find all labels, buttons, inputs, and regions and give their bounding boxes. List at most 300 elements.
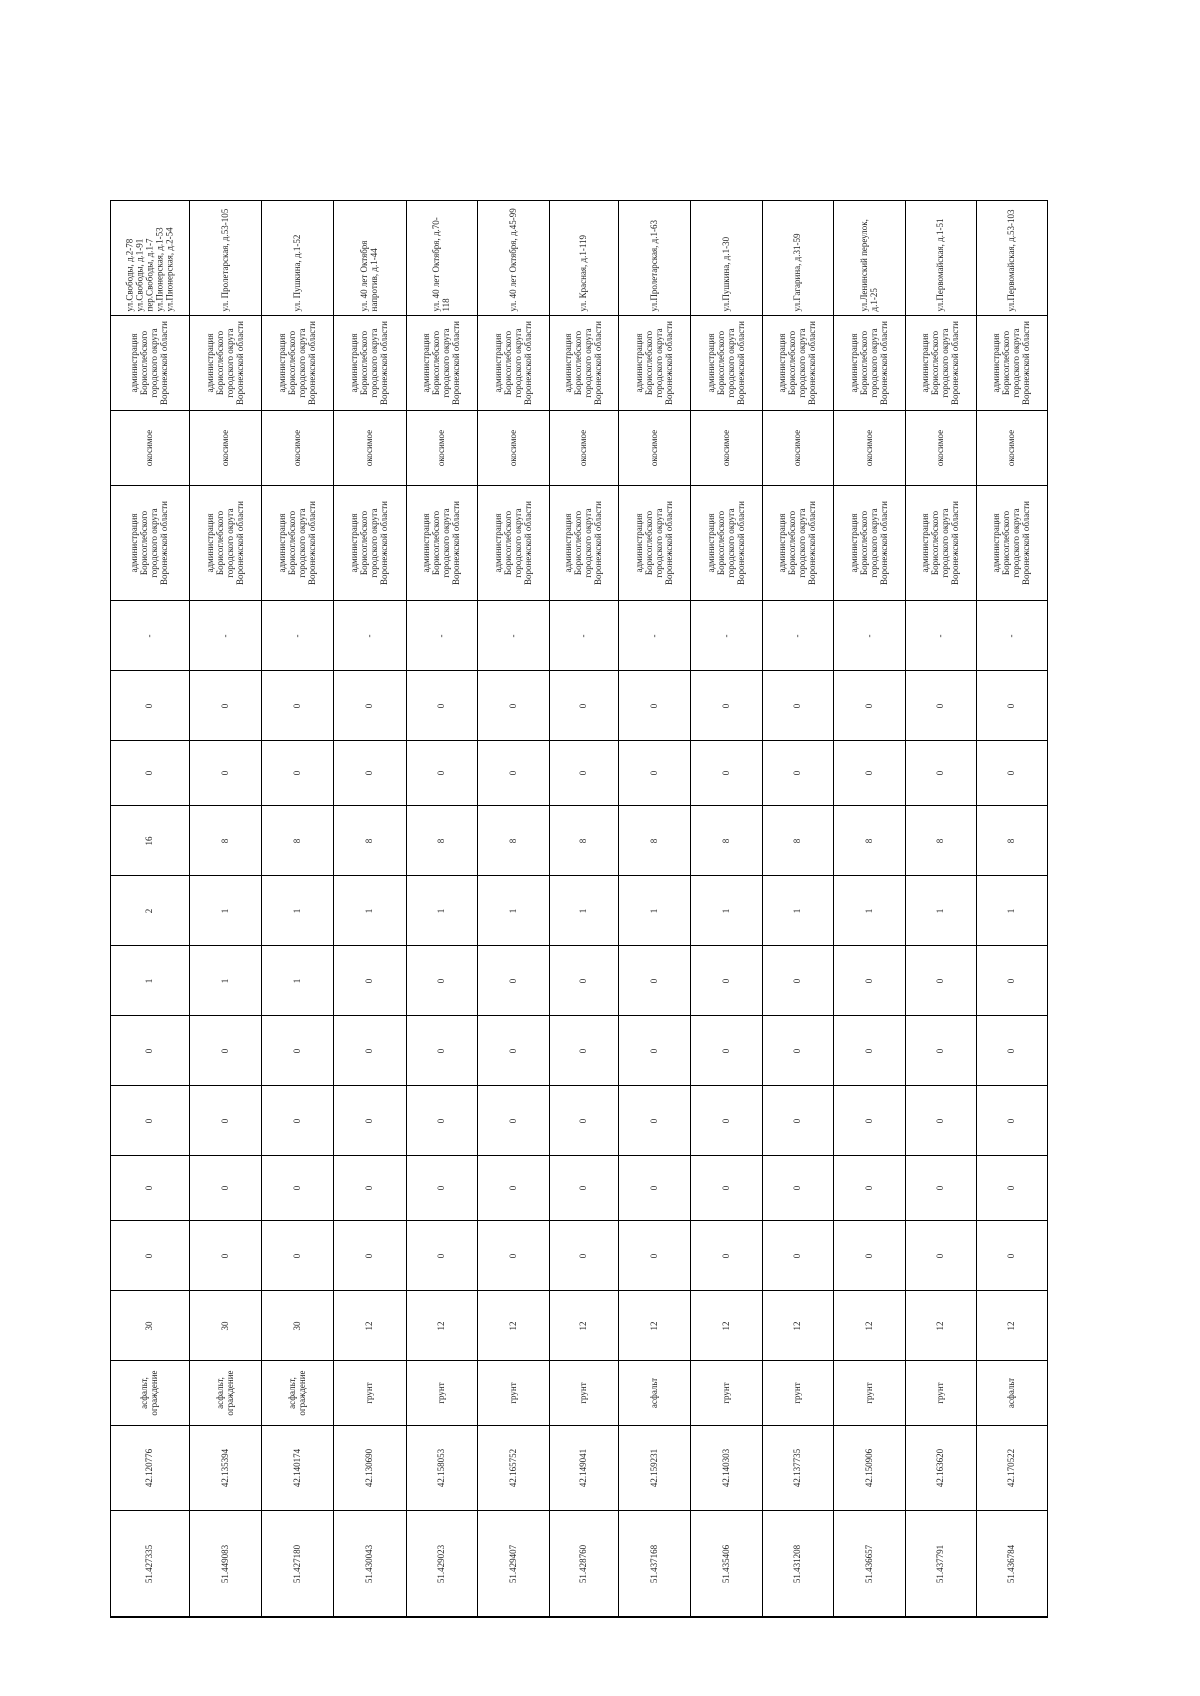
table-cell-v4 <box>478 1086 550 1156</box>
y-text: 42.158053 <box>436 1448 447 1488</box>
v8-text: 8 <box>578 838 589 843</box>
table-cell-v4 <box>262 1086 334 1156</box>
table-cell-type <box>407 411 478 486</box>
y-text: 42.135394 <box>219 1448 230 1488</box>
table-cell-type <box>834 411 906 486</box>
table-cell-user <box>906 316 977 411</box>
table-cell-owner <box>763 486 834 601</box>
streets-text: ул. 40 лет Октября напротив, д.1-44 <box>359 240 379 312</box>
table-cell-v6 <box>334 946 407 1016</box>
table-cell-user <box>478 316 550 411</box>
owner-text: администрация Борисоглебского городского округа Воронежской области <box>705 501 746 585</box>
v11-text: - <box>507 634 518 637</box>
table-cell-streets <box>906 201 977 316</box>
v8-text: 8 <box>1006 838 1017 843</box>
streets-text: ул. 40 лет Октября, д.70-118 <box>431 217 451 312</box>
streets-text: ул.Гагарина, д.31-59 <box>792 233 803 312</box>
table-cell-v2 <box>190 1221 262 1291</box>
table-cell-v3 <box>906 1156 977 1221</box>
table-cell-y <box>906 1426 977 1511</box>
table-cell-v9 <box>190 741 262 806</box>
v7-text: 1 <box>291 908 302 913</box>
table-cell-v6 <box>977 946 1047 1016</box>
table-cell-x <box>262 1511 334 1617</box>
type-text: окосимое <box>436 429 447 467</box>
table-cell-v4 <box>763 1086 834 1156</box>
user-text: администрация Борисоглебского городского округа Воронежской области <box>777 321 817 405</box>
type-text: окосимое <box>792 429 803 467</box>
table-cell-y <box>407 1426 478 1511</box>
v11-text: - <box>1006 634 1017 637</box>
v8-text: 8 <box>935 838 946 843</box>
streets-text: ул.Первомайская, д.53-103 <box>1006 209 1017 312</box>
user-text: администрация Борисоглебского городского округа Воронежской области <box>129 321 169 405</box>
table-cell-streets <box>977 201 1047 316</box>
table-cell-user <box>763 316 834 411</box>
table-cell-v9 <box>763 741 834 806</box>
table-cell-x <box>111 1511 190 1617</box>
v10-text: 0 <box>648 703 659 708</box>
table-cell-y <box>763 1426 834 1511</box>
table-cell-v6 <box>763 946 834 1016</box>
v7-text: 1 <box>935 908 946 913</box>
v3-text: 0 <box>648 1185 659 1191</box>
streets-text: ул.Первомайская, д.1-51 <box>935 218 946 312</box>
table-cell-v10 <box>691 671 763 741</box>
table-cell-streets <box>334 201 407 316</box>
cover-text: асфальт <box>1006 1377 1017 1409</box>
table-cell-v4 <box>190 1086 262 1156</box>
v2-text: 0 <box>1006 1253 1017 1258</box>
table-cell-streets <box>834 201 906 316</box>
owner-text: администрация Борисоглебского городского округа Воронежской области <box>349 501 389 585</box>
table-cell-v4 <box>334 1086 407 1156</box>
type-text: окосимое <box>935 429 946 467</box>
v7-text: 1 <box>507 908 518 913</box>
table-cell-v7 <box>478 876 550 946</box>
v9-text: 0 <box>720 770 731 776</box>
table-cell-x <box>977 1511 1047 1617</box>
v5-text: 0 <box>436 1048 447 1053</box>
table-cell-v4 <box>619 1086 691 1156</box>
table-cell-v10 <box>262 671 334 741</box>
table-cell-user <box>262 316 334 411</box>
table-cell-v7 <box>834 876 906 946</box>
cover-text: грунт <box>792 1382 803 1404</box>
table-cell-v3 <box>763 1156 834 1221</box>
table-cell-x <box>478 1511 550 1617</box>
streets-text: ул. 40 лет Октября, д.45-99 <box>507 208 518 312</box>
table-cell-v5 <box>691 1016 763 1086</box>
table-cell-owner <box>977 486 1047 601</box>
table-cell-v2 <box>763 1221 834 1291</box>
v6-text: 0 <box>507 978 518 983</box>
table-cell-v9 <box>478 741 550 806</box>
x-text: 51.429407 <box>507 1544 518 1583</box>
table-cell-v3 <box>334 1156 407 1221</box>
table-cell-owner <box>407 486 478 601</box>
table-cell-x <box>550 1511 619 1617</box>
table-cell-v7 <box>691 876 763 946</box>
v1-text: 30 <box>291 1321 302 1330</box>
v9-text: 0 <box>144 770 155 776</box>
v7-text: 1 <box>364 908 375 913</box>
v9-text: 0 <box>436 770 447 776</box>
table-cell-v10 <box>619 671 691 741</box>
v2-text: 0 <box>436 1253 447 1258</box>
table-cell-v1 <box>763 1291 834 1361</box>
v4-text: 0 <box>1006 1118 1017 1123</box>
table-cell-v5 <box>834 1016 906 1086</box>
table-cell-v6 <box>906 946 977 1016</box>
x-text: 51.436657 <box>863 1544 874 1583</box>
table-cell-user <box>334 316 407 411</box>
table-cell-x <box>190 1511 262 1617</box>
table-cell-v2 <box>334 1221 407 1291</box>
table-cell-v9 <box>977 741 1047 806</box>
table-cell-type <box>906 411 977 486</box>
v8-text: 8 <box>720 838 731 843</box>
table-cell-v4 <box>906 1086 977 1156</box>
owner-text: администрация Борисоглебского городского округа Воронежской области <box>777 501 817 585</box>
v6-text: 1 <box>291 978 302 983</box>
owner-text: администрация Борисоглебского городского округа Воронежской области <box>421 501 461 585</box>
cover-text: асфальт, ограждение <box>286 1370 307 1416</box>
table-cell-v8 <box>619 806 691 876</box>
v5-text: 0 <box>863 1048 874 1053</box>
cover-text: грунт <box>578 1382 589 1404</box>
type-text: окосимое <box>578 429 589 467</box>
table-cell-v4 <box>834 1086 906 1156</box>
table-cell-v5 <box>111 1016 190 1086</box>
table-cell-v11 <box>111 601 190 671</box>
v4-text: 0 <box>507 1118 518 1123</box>
cover-text: грунт <box>720 1382 731 1404</box>
cover-text: грунт <box>935 1382 946 1404</box>
v2-text: 0 <box>144 1253 155 1258</box>
table-cell-v9 <box>834 741 906 806</box>
v7-text: 2 <box>144 908 155 913</box>
table-cell-v10 <box>190 671 262 741</box>
table-cell-owner <box>478 486 550 601</box>
y-text: 42.170522 <box>1006 1448 1017 1488</box>
v8-text: 8 <box>291 838 302 843</box>
table-cell-v1 <box>691 1291 763 1361</box>
table-cell-v3 <box>550 1156 619 1221</box>
table-cell-v9 <box>550 741 619 806</box>
v5-text: 0 <box>1006 1048 1017 1053</box>
table-cell-owner <box>190 486 262 601</box>
table-cell-owner <box>550 486 619 601</box>
table-cell-v8 <box>763 806 834 876</box>
table-cell-y <box>691 1426 763 1511</box>
table-cell-user <box>550 316 619 411</box>
v1-text: 12 <box>578 1321 589 1330</box>
v4-text: 0 <box>364 1118 375 1123</box>
v8-text: 8 <box>436 838 447 843</box>
owner-text: администрация Борисоглебского городского округа Воронежской области <box>991 501 1031 585</box>
v9-text: 0 <box>578 770 589 776</box>
table-cell-streets <box>111 201 190 316</box>
table-cell-v10 <box>478 671 550 741</box>
table-cell-v7 <box>111 876 190 946</box>
v9-text: 0 <box>364 770 375 776</box>
v3-text: 0 <box>144 1185 155 1191</box>
v7-text: 1 <box>436 908 447 913</box>
v9-text: 0 <box>291 770 302 776</box>
v2-text: 0 <box>291 1253 302 1258</box>
v3-text: 0 <box>720 1185 731 1191</box>
table-cell-user <box>111 316 190 411</box>
v9-text: 0 <box>863 770 874 776</box>
table-cell-streets <box>691 201 763 316</box>
table-cell-x <box>906 1511 977 1617</box>
v9-text: 0 <box>935 770 946 776</box>
table-cell-v6 <box>834 946 906 1016</box>
v3-text: 0 <box>792 1185 803 1191</box>
table-cell-v3 <box>111 1156 190 1221</box>
v7-text: 1 <box>863 908 874 913</box>
user-text: администрация Борисоглебского городского округа Воронежской области <box>421 321 461 405</box>
table-cell-v9 <box>111 741 190 806</box>
v6-text: 0 <box>648 978 659 983</box>
table-cell-streets <box>763 201 834 316</box>
table-cell-x <box>691 1511 763 1617</box>
table-cell-v10 <box>407 671 478 741</box>
streets-text: ул. Пролетарская, д.53-105 <box>219 208 230 312</box>
cover-text: асфальт, ограждение <box>139 1370 159 1416</box>
v3-text: 0 <box>507 1185 518 1191</box>
v5-text: 0 <box>364 1048 375 1053</box>
table-cell-v1 <box>977 1291 1047 1361</box>
v2-text: 0 <box>792 1253 803 1258</box>
table-cell-v11 <box>262 601 334 671</box>
table-cell-type <box>262 411 334 486</box>
owner-text: администрация Борисоглебского городского округа Воронежской области <box>920 501 960 585</box>
y-text: 42.159231 <box>648 1448 659 1488</box>
table-cell-v9 <box>334 741 407 806</box>
table-cell-v9 <box>691 741 763 806</box>
v2-text: 0 <box>219 1253 230 1258</box>
v5-text: 0 <box>291 1048 302 1053</box>
table-cell-v10 <box>111 671 190 741</box>
table-cell-owner <box>334 486 407 601</box>
table-cell-v8 <box>478 806 550 876</box>
table-cell-v2 <box>691 1221 763 1291</box>
table-cell-v8 <box>334 806 407 876</box>
v8-text: 8 <box>219 838 230 843</box>
v6-text: 0 <box>792 978 803 983</box>
v10-text: 0 <box>578 703 589 708</box>
v8-text: 8 <box>863 838 874 843</box>
table-cell-type <box>763 411 834 486</box>
v11-text: - <box>648 634 659 637</box>
x-text: 51.436784 <box>1006 1544 1017 1583</box>
v11-text: - <box>436 634 447 637</box>
table-cell-v8 <box>111 806 190 876</box>
table-cell-v5 <box>478 1016 550 1086</box>
streets-text: ул.Пролетарская, д.1-63 <box>648 220 659 312</box>
table-cell-v11 <box>834 601 906 671</box>
v6-text: 0 <box>364 978 375 983</box>
table-cell-v9 <box>262 741 334 806</box>
v11-text: - <box>792 634 803 637</box>
cover-text: асфальт <box>648 1377 659 1409</box>
table-cell-owner <box>834 486 906 601</box>
streets-text: ул.Ленинский переулок, д.1-25 <box>858 219 879 312</box>
type-text: окосимое <box>291 429 302 467</box>
streets-text: ул.Свободы, д.2-78 ул.Свободы, д.1-91 пер.Свободы, д.1-7 ул.Пионерская, д.1-53 ул.Пионерская, д.2-54 <box>124 227 174 312</box>
v4-text: 0 <box>291 1118 302 1123</box>
v4-text: 0 <box>578 1118 589 1123</box>
table-cell-user <box>190 316 262 411</box>
v4-text: 0 <box>720 1118 731 1123</box>
table-cell-cover <box>834 1361 906 1426</box>
table-cell-y <box>262 1426 334 1511</box>
v10-text: 0 <box>1006 703 1017 708</box>
table-cell-v6 <box>262 946 334 1016</box>
table-cell-owner <box>691 486 763 601</box>
table-cell-v11 <box>550 601 619 671</box>
table-cell-v3 <box>619 1156 691 1221</box>
v6-text: 0 <box>935 978 946 983</box>
v4-text: 0 <box>863 1118 874 1123</box>
table-cell-v8 <box>407 806 478 876</box>
table-cell-y <box>334 1426 407 1511</box>
type-text: окосимое <box>507 429 518 467</box>
x-text: 51.435406 <box>720 1544 731 1583</box>
v11-text: - <box>720 634 731 637</box>
table-cell-x <box>763 1511 834 1617</box>
table-cell-v3 <box>190 1156 262 1221</box>
table-cell-v8 <box>691 806 763 876</box>
v7-text: 1 <box>648 908 659 913</box>
v11-text: - <box>863 634 874 637</box>
v10-text: 0 <box>219 703 230 708</box>
table-cell-v7 <box>763 876 834 946</box>
table-cell-cover <box>763 1361 834 1426</box>
v9-text: 0 <box>1006 770 1017 776</box>
table-cell-streets <box>262 201 334 316</box>
user-text: администрация Борисоглебского городского округа Воронежской области <box>991 321 1031 405</box>
v11-text: - <box>219 634 230 637</box>
table-cell-type <box>550 411 619 486</box>
v5-text: 0 <box>648 1048 659 1053</box>
table-cell-v8 <box>190 806 262 876</box>
owner-text: администрация Борисоглебского городского округа Воронежской области <box>204 501 245 585</box>
table-cell-v2 <box>977 1221 1047 1291</box>
table-cell-v10 <box>550 671 619 741</box>
cover-text: асфальт, ограждение <box>214 1370 235 1416</box>
table-cell-x <box>834 1511 906 1617</box>
v2-text: 0 <box>364 1253 375 1258</box>
table-cell-v1 <box>111 1291 190 1361</box>
table-cell-cover <box>190 1361 262 1426</box>
table-cell-streets <box>550 201 619 316</box>
table-cell-user <box>977 316 1047 411</box>
v10-text: 0 <box>436 703 447 708</box>
table-cell-streets <box>619 201 691 316</box>
table-cell-v1 <box>334 1291 407 1361</box>
x-text: 51.428760 <box>578 1544 589 1583</box>
table-cell-v10 <box>977 671 1047 741</box>
v9-text: 0 <box>792 770 803 776</box>
table-cell-v6 <box>619 946 691 1016</box>
table-cell-y <box>834 1426 906 1511</box>
table-cell-v8 <box>550 806 619 876</box>
v6-text: 1 <box>219 978 230 983</box>
v4-text: 0 <box>792 1118 803 1123</box>
table-cell-v10 <box>834 671 906 741</box>
table-cell-v10 <box>763 671 834 741</box>
table-cell-cover <box>977 1361 1047 1426</box>
v1-text: 30 <box>219 1321 230 1330</box>
table-cell-v1 <box>407 1291 478 1361</box>
table-cell-v1 <box>262 1291 334 1361</box>
v2-text: 0 <box>720 1253 731 1258</box>
v11-text: - <box>935 634 946 637</box>
owner-text: администрация Борисоглебского городского округа Воронежской области <box>563 501 603 585</box>
table-cell-y <box>190 1426 262 1511</box>
v9-text: 0 <box>507 770 518 776</box>
table-cell-v8 <box>262 806 334 876</box>
table-cell-cover <box>550 1361 619 1426</box>
type-text: окосимое <box>648 429 659 467</box>
v3-text: 0 <box>364 1185 375 1191</box>
x-text: 51.437791 <box>935 1544 946 1583</box>
v5-text: 0 <box>219 1048 230 1053</box>
table-cell-v3 <box>977 1156 1047 1221</box>
table-cell-v5 <box>977 1016 1047 1086</box>
table-cell-v4 <box>691 1086 763 1156</box>
v1-text: 12 <box>1006 1321 1017 1330</box>
x-text: 51.427335 <box>144 1544 155 1583</box>
type-text: окосимое <box>720 429 731 467</box>
v8-text: 8 <box>507 838 518 843</box>
v1-text: 12 <box>792 1321 803 1330</box>
table-cell-v5 <box>334 1016 407 1086</box>
x-text: 51.437168 <box>648 1544 659 1583</box>
v4-text: 0 <box>648 1118 659 1123</box>
user-text: администрация Борисоглебского городского округа Воронежской области <box>204 321 245 405</box>
table-cell-v11 <box>763 601 834 671</box>
table-cell-v11 <box>619 601 691 671</box>
table-cell-type <box>977 411 1047 486</box>
x-text: 51.427180 <box>291 1544 302 1583</box>
table-cell-user <box>691 316 763 411</box>
table-cell-v7 <box>190 876 262 946</box>
user-text: администрация Борисоглебского городского округа Воронежской области <box>633 321 674 405</box>
table-cell-v3 <box>834 1156 906 1221</box>
y-text: 42.140174 <box>291 1448 302 1488</box>
table-cell-v5 <box>906 1016 977 1086</box>
table-cell-owner <box>619 486 691 601</box>
table-cell-v6 <box>550 946 619 1016</box>
table-cell-v11 <box>977 601 1047 671</box>
owner-text: администрация Борисоглебского городского округа Воронежской области <box>276 501 317 585</box>
table-cell-v10 <box>906 671 977 741</box>
table-cell-v5 <box>262 1016 334 1086</box>
table-cell-v2 <box>111 1221 190 1291</box>
v3-text: 0 <box>291 1185 302 1191</box>
type-text: окосимое <box>863 429 874 467</box>
table-cell-v1 <box>906 1291 977 1361</box>
y-text: 42.163620 <box>935 1448 946 1488</box>
table-cell-v9 <box>407 741 478 806</box>
x-text: 51.430043 <box>364 1544 375 1583</box>
table-cell-v2 <box>478 1221 550 1291</box>
v7-text: 1 <box>578 908 589 913</box>
